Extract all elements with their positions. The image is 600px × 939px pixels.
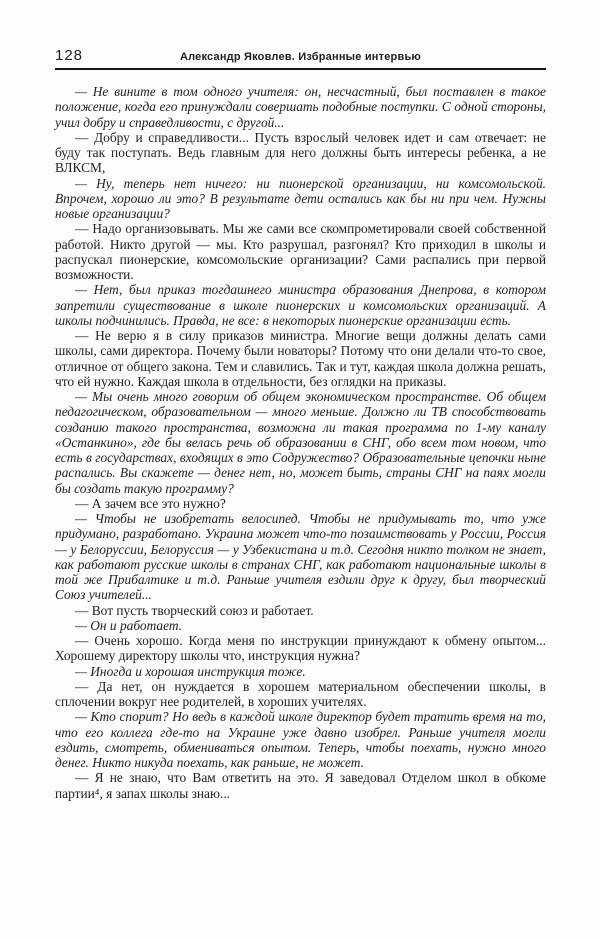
interview-question-paragraph: — Ну, теперь нет ничего: ни пионерской организации, ни комсомольской. Впрочем, хорошо ли это? В результате дети остались как бы ни при чем. Нужны новые организации? bbox=[55, 175, 546, 221]
interview-question-paragraph: — Нет, был приказ тогдашнего министра образования Днепрова, в котором запретили существование в школе пионерских и комсомольских организаций. А школы подчинились. Правда, не все: в некоторых пионерские организации есть. bbox=[55, 282, 546, 328]
interview-text-block bbox=[55, 84, 546, 801]
running-title: Александр Яковлев. Избранные интервью bbox=[179, 51, 421, 63]
interview-answer-paragraph: — Добру и справедливости... Пусть взрослый человек идет и сам отвечает: не буду так поступать. Ведь главным для него должны быть интересы ребенка, а не ВЛКСМ, bbox=[55, 129, 546, 176]
interview-answer-paragraph: — Не верю я в силу приказов министра. Многие вещи должны делать сами школы, сами директора. Почему были новаторы? Потому что они делали что-то свое, отличное от общего закона. Тем и славились. Так и тут, каждая школа должна решать, что ей нужно. Каждая школа в отдельности, без оглядки на приказы. bbox=[55, 328, 546, 389]
page-header bbox=[55, 46, 546, 64]
interview-answer-paragraph: — Я не знаю, что Вам ответить на это. Я заведовал Отделом школ в обкоме партии⁴, я запах школы знаю... bbox=[55, 770, 546, 801]
interview-question-paragraph: — Мы очень много говорим об общем экономическом пространстве. Об общем педагогическом, образовательном — много меньше. Должно ли ТВ способствовать созданию такого пространства, возможна ли такая программа по 1-му каналу «Останкино», где бы велась речь об образовании в СНГ, обо всем том новом, что есть в государствах, входящих в это Содружество? Образовательные цепочки ныне распались. Вы скажете — денег нет, но, может быть, страны СНГ на паях могли бы создать такую программу? bbox=[55, 389, 546, 496]
interview-answer-paragraph: — Очень хорошо. Когда меня по инструкции принуждают к обмену опытом... Хорошему директору школы что, инструкция нужна? bbox=[55, 633, 546, 664]
interview-answer-paragraph: — Да нет, он нуждается в хорошем материальном обеспечении школы, в сплочении вокруг нее родителей, в хороших учителях. bbox=[55, 678, 546, 709]
interview-question-paragraph: — Кто спорит? Но ведь в каждой школе директор будет тратить время на то, что его коллега где-то на Украине уже давно изобрел. Раньше учителя могли ездить, смотреть, обмениваться опытом. Теперь, чтобы поехать, нужно много денег. Никто никуда поехать, как раньше, не может. bbox=[55, 709, 546, 770]
page-number: 128 bbox=[55, 47, 84, 64]
interview-question-paragraph: — Чтобы не изобретать велосипед. Чтобы не придумывать то, что уже придумано, разработано. Украина может что-то позаимствовать у России, Россия — у Белоруссии, Белоруссия — у Узбекистана и т.д. Сегодня никто толком не знает, как работают русские школы в странах СНГ, как работают национальные школы в той же Прибалтике и т.д. Раньше учителя ездили друг к другу, был творческий Союз учителей... bbox=[55, 511, 546, 603]
interview-question-paragraph: — Иногда и хорошая инструкция тоже. bbox=[75, 663, 306, 679]
header-rule bbox=[55, 68, 546, 70]
interview-answer-paragraph: — Надо организовывать. Мы же сами все скомпрометировали своей собственной работой. Никто другой — мы. Кто разрушал, разгонял? Кто приходил в школы и распускал пионерские, комсомольские организации? Сами распались при первой возможности. bbox=[55, 221, 546, 282]
interview-answer-paragraph: — Вот пусть творческий союз и работает. bbox=[75, 602, 314, 618]
interview-question-paragraph: — Он и работает. bbox=[75, 617, 183, 633]
interview-answer-paragraph: — А зачем все это нужно? bbox=[75, 495, 226, 511]
interview-question-paragraph: — Не вините в том одного учителя: он, несчастный, был поставлен в такое положение, когда его принуждали совершать подобные поступки. С одной стороны, учил добру и справедливости, с другой... bbox=[55, 84, 546, 130]
